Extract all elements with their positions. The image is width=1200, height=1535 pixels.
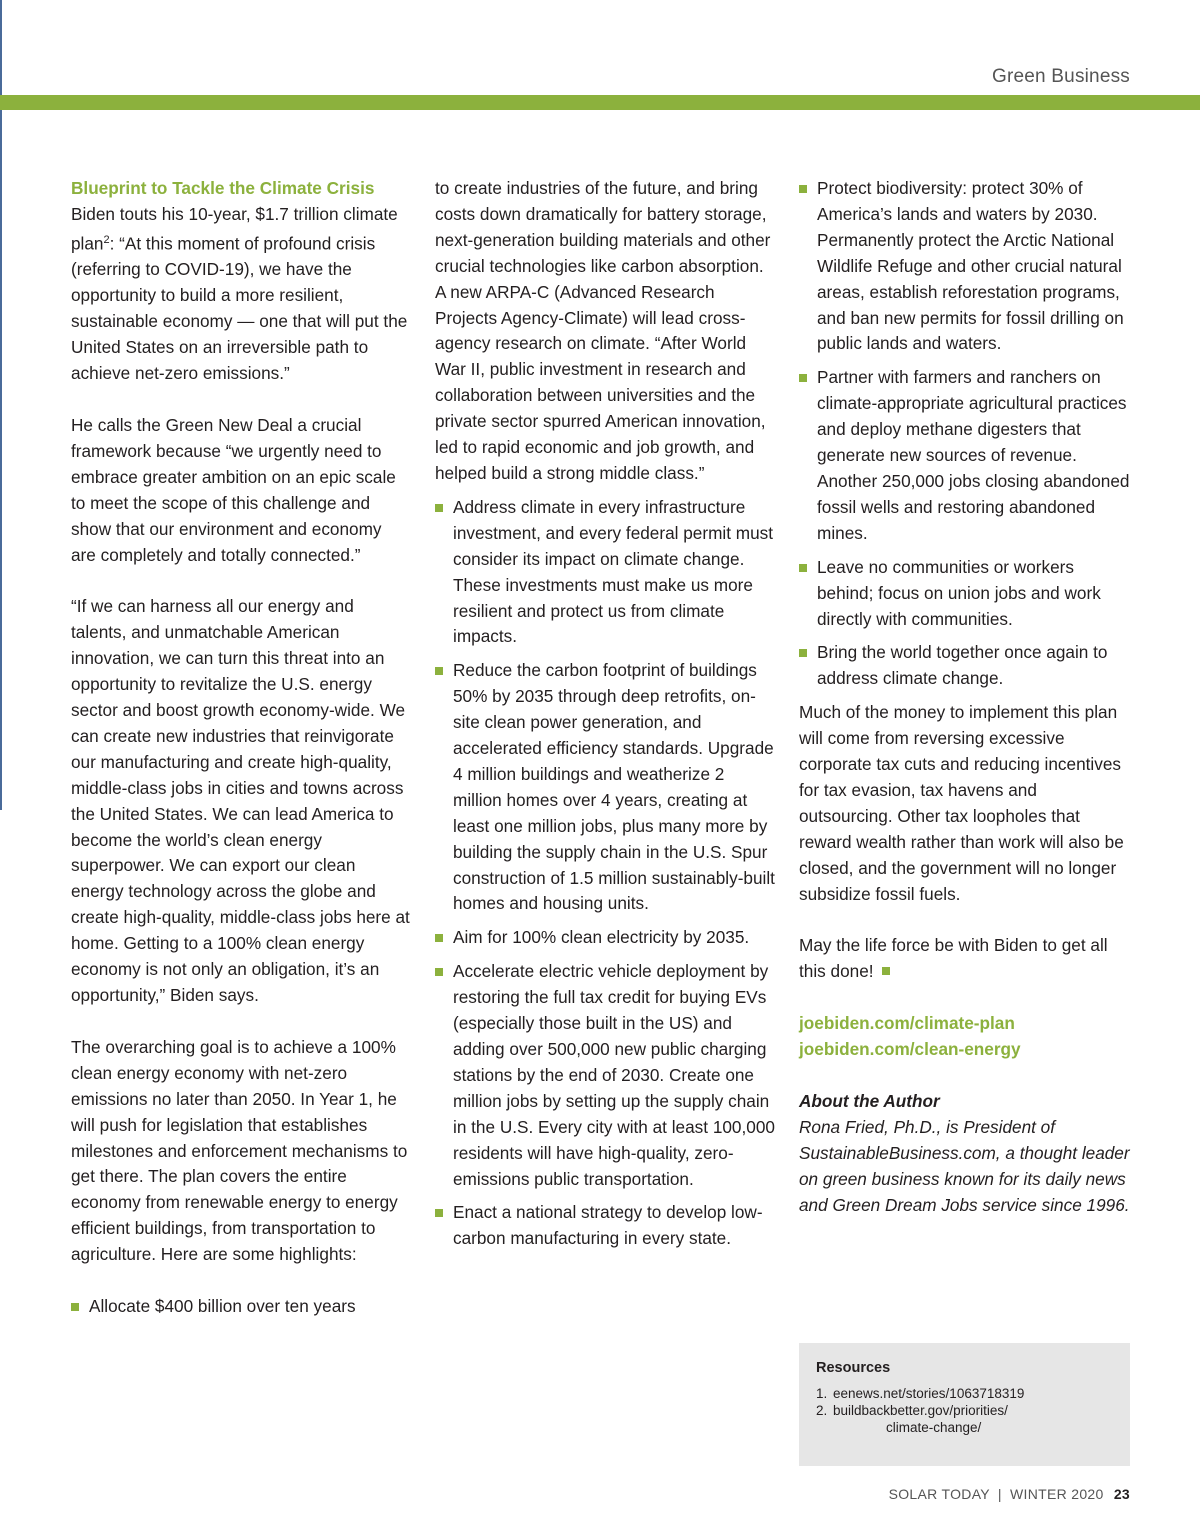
reference-links (799, 1011, 1134, 1063)
list-item: Protect biodiversity: protect 30% of America’s lands and waters by 2030. Permanently protect the Arctic National Wildlife Refuge and other crucial natural areas, establish reforestation programs, and ban new permits for fossil drilling on public lands and waters. (799, 176, 1134, 357)
list-item: Partner with farmers and ranchers on climate-appropriate agricultural practices and deploy methane digesters that generate new sources of revenue. Another 250,000 jobs closing abandoned fossil wells and restoring abandoned mines. (799, 365, 1134, 546)
resources-title: Resources (816, 1360, 891, 1376)
bullet-square-icon (71, 1303, 79, 1311)
bullet-square-icon (799, 564, 807, 572)
list-item: Accelerate electric vehicle deployment by restoring the full tax credit for buying EVs (especially those built in the US) and adding over 500,000 new public charging stations by the end of 2030. Create one million jobs by setting up the supply chain in the U.S. Every city with at least 100,000 residents will have high-quality, zero-emissions public transportation. (435, 959, 775, 1192)
list-item: Address climate in every infrastructure investment, and every federal permit must consider its impact on climate change. These investments must make us more resilient and protect us from climate impacts. (435, 495, 775, 650)
highlights-list (71, 1294, 411, 1320)
bullet-square-icon (435, 667, 443, 675)
bullet-square-icon (799, 185, 807, 193)
footer-separator: | (997, 1486, 1002, 1502)
highlights-list (435, 495, 775, 1252)
bullet-square-icon (435, 934, 443, 942)
footnote-ref: 2 (103, 233, 110, 246)
resource-link[interactable]: buildbackbetter.gov/priorities/ (833, 1403, 1008, 1418)
article-column-3 (799, 176, 1134, 1219)
paragraph-green-new-deal: He calls the Green New Deal a crucial framework because “we urgently need to embrace greater ambition on an epic scale to meet the scope of this challenge and show that our environment and economy are completely and totally connected.” (71, 414, 396, 565)
bullet-square-icon (435, 504, 443, 512)
list-item: Aim for 100% clean electricity by 2035. (435, 925, 775, 951)
bullet-square-icon (799, 649, 807, 657)
publication-name: SOLAR TODAY (888, 1486, 990, 1502)
section-label: Green Business (992, 66, 1130, 87)
issue-label: WINTER 2020 (1010, 1486, 1104, 1502)
page-number: 23 (1113, 1486, 1130, 1502)
header-accent-bar (0, 95, 1200, 110)
list-item: Bring the world together once again to address climate change. (799, 640, 1134, 692)
list-item: Allocate $400 billion over ten years (71, 1294, 411, 1320)
bullet-square-icon (799, 374, 807, 382)
paragraph-funding: Much of the money to implement this plan will come from reversing excessive corporate tax cuts and reducing incentives for tax evasion, tax havens and outsourcing. Other tax loopholes that reward wealth rather than work will also be closed, and the government will no longer subsidize fossil fuels. (799, 702, 1124, 904)
paragraph-intro: Biden touts his 10-year, $1.7 trillion climate plan$^2$: “At this moment of profound crisis (referring to COVID-19), we have the opportunity to build a more resilient, sustainable economy — one that will put the United States on an irreversible path to achieve net-zero emissions.” (71, 203, 408, 384)
list-item: Leave no communities or workers behind; focus on union jobs and work directly with communities. (799, 555, 1134, 633)
bullet-square-icon (435, 1209, 443, 1217)
author-title: About the Author (799, 1091, 940, 1112)
highlights-list (799, 176, 1134, 692)
article-column-2 (435, 176, 775, 1260)
bullet-square-icon (435, 968, 443, 976)
article-column-1 (71, 176, 411, 1328)
resources-box (799, 1343, 1130, 1466)
left-edge-rule (0, 0, 2, 810)
end-of-article-icon (882, 967, 890, 975)
link-clean-energy[interactable]: joebiden.com/clean-energy (799, 1039, 1021, 1060)
paragraph-closing: May the life force be with Biden to get all this done! (799, 935, 1108, 982)
page-footer (889, 1486, 1130, 1502)
resource-number: 1. (816, 1386, 828, 1401)
list-item: Enact a national strategy to develop low-carbon manufacturing in every state. (435, 1200, 775, 1252)
link-climate-plan[interactable]: joebiden.com/climate-plan (799, 1013, 1015, 1034)
paragraph-quote: “If we can harness all our energy and talents, and unmatchable American innovation, we can turn this threat into an opportunity to revitalize the U.S. energy sector and boost growth economy-wide. We can create new industries that reinvigorate our manufacturing and create high-quality, middle-class jobs in cities and towns across the United States. We can lead America to become the world’s clean energy superpower. We can export our clean energy technology across the globe and create high-quality, middle-class jobs here at home. Getting to a 100% clean energy economy is not only an obligation, it’s an opportunity,” Biden says. (71, 596, 410, 1006)
section-heading: Blueprint to Tackle the Climate Crisis (71, 178, 375, 198)
resources-list (816, 1385, 1024, 1436)
list-item (816, 1402, 1024, 1436)
author-bio: Rona Fried, Ph.D., is President of SustainableBusiness.com, a thought leader on green business known for its daily news and Green Dream Jobs service since 1996. (799, 1117, 1130, 1215)
paragraph-continuation: to create industries of the future, and bring costs down dramatically for battery storage, next-generation building materials and other crucial technologies like carbon absorption. A new ARPA-C (Advanced Research Projects Agency-Climate) will lead cross-agency research on climate. “After World War II, public investment in research and collaboration between universities and the private sector spurred American innovation, led to rapid economic and job growth, and helped build a strong middle class.” (435, 178, 771, 483)
resource-link-continuation[interactable]: climate-change/ (886, 1420, 982, 1435)
paragraph-overarching-goal: The overarching goal is to achieve a 100% clean energy economy with net-zero emissions no later than 2050. In Year 1, he will push for legislation that establishes milestones and enforcement mechanisms to get there. The plan covers the entire economy from renewable energy to energy efficient buildings, from transportation to agriculture. Here are some highlights: (71, 1036, 408, 1265)
list-item: Reduce the carbon footprint of buildings 50% by 2035 through deep retrofits, on-site clean power generation, and accelerated efficiency standards. Upgrade 4 million buildings and weatherize 2 million homes over 4 years, creating at least one million jobs, plus many more by building the supply chain in the U.S. Spur construction of 1.5 million sustainably-built homes and housing units. (435, 658, 775, 917)
list-item (816, 1385, 1024, 1402)
resource-number: 2. (816, 1403, 828, 1418)
resource-link[interactable]: eenews.net/stories/1063718319 (833, 1386, 1025, 1401)
